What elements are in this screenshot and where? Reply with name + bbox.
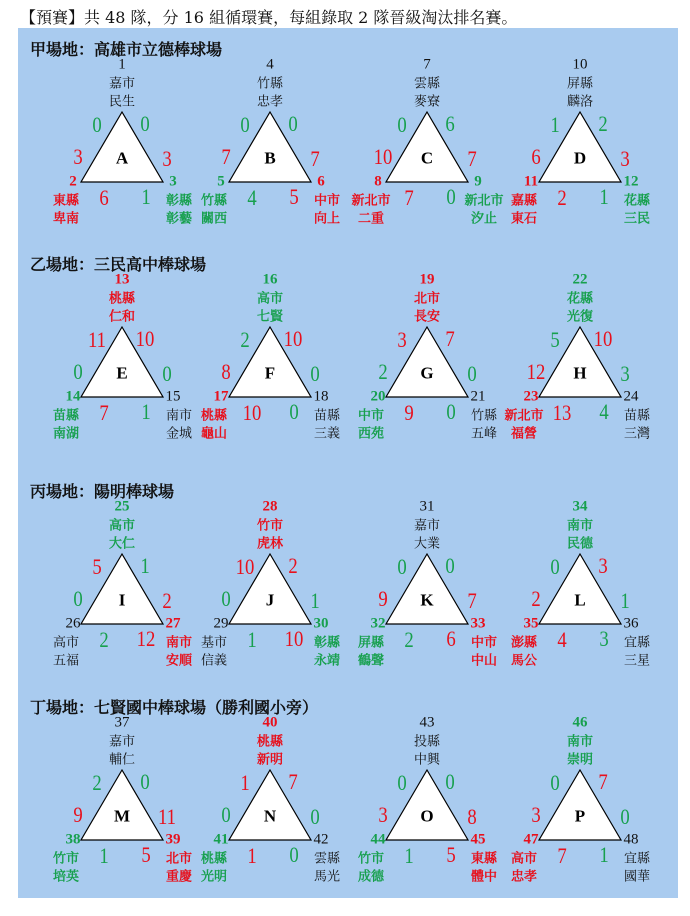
team-school: 國華 <box>623 869 651 885</box>
team-city: 南市 <box>165 635 193 651</box>
team-seed-number: 12 <box>623 173 639 190</box>
team-seed-number: 48 <box>623 831 639 848</box>
team-city: 宜縣 <box>623 851 651 867</box>
team-school: 永靖 <box>313 653 341 669</box>
score: 1 <box>141 399 151 424</box>
score: 2 <box>557 185 567 210</box>
score: 0 <box>289 842 299 867</box>
score: 7 <box>445 326 455 351</box>
team-city: 東縣 <box>470 851 498 867</box>
team-city: 桃縣 <box>108 291 136 307</box>
team-school: 輔仁 <box>108 752 136 768</box>
team-school: 安順 <box>165 653 193 669</box>
team-seed-number: 27 <box>165 615 181 632</box>
score: 3 <box>378 802 388 827</box>
team-school: 麥寮 <box>413 94 441 110</box>
team-seed-number: 26 <box>65 615 81 632</box>
team-city: 桃縣 <box>200 408 228 424</box>
group-letter: J <box>265 590 275 610</box>
score: 1 <box>599 184 609 209</box>
score: 13 <box>552 400 572 425</box>
team-city: 花縣 <box>623 193 651 209</box>
score: 7 <box>598 769 608 794</box>
team-city: 北市 <box>165 851 193 867</box>
team-seed-number: 7 <box>423 56 431 73</box>
page-header: 【預賽】共 48 隊，分 16 組循環賽，每組錄取 2 隊晉級淘汰排名賽。 <box>20 8 518 27</box>
score: 4 <box>557 627 567 652</box>
score: 5 <box>141 842 151 867</box>
team-seed-number: 3 <box>169 173 177 190</box>
team-seed-number: 47 <box>523 831 539 848</box>
score: 7 <box>404 185 414 210</box>
score: 1 <box>599 842 609 867</box>
team-city: 花縣 <box>566 291 594 307</box>
score: 3 <box>620 146 630 171</box>
score: 4 <box>247 185 257 210</box>
team-school: 鶴聲 <box>357 653 385 669</box>
score: 9 <box>73 802 83 827</box>
team-seed-number: 32 <box>370 615 386 632</box>
score: 3 <box>599 626 609 651</box>
team-seed-number: 20 <box>370 388 386 405</box>
group-letter: B <box>264 148 276 168</box>
score: 0 <box>397 554 407 579</box>
team-school: 金城 <box>165 426 193 442</box>
score: 0 <box>445 769 455 794</box>
score: 0 <box>288 111 298 136</box>
score: 7 <box>310 146 320 171</box>
team-school: 西苑 <box>357 426 385 442</box>
team-school: 龜山 <box>200 426 228 442</box>
team-city: 基市 <box>200 635 228 651</box>
score: 7 <box>288 769 298 794</box>
team-city: 雲縣 <box>313 851 341 867</box>
team-city: 新北市 <box>504 408 544 424</box>
team-school: 新明 <box>256 752 284 768</box>
score: 0 <box>73 586 83 611</box>
score: 4 <box>599 399 609 424</box>
score: 10 <box>284 626 304 651</box>
team-city: 嘉市 <box>413 518 441 534</box>
team-city: 嘉市 <box>108 76 136 92</box>
team-school: 卑南 <box>52 211 80 227</box>
score: 5 <box>289 184 299 209</box>
score: 10 <box>373 144 393 169</box>
score: 0 <box>240 112 250 137</box>
score: 5 <box>92 554 102 579</box>
score: 10 <box>283 326 303 351</box>
team-city: 彰縣 <box>313 635 341 651</box>
team-city: 高市 <box>256 291 284 307</box>
score: 10 <box>593 326 613 351</box>
team-city: 宜縣 <box>623 635 651 651</box>
team-seed-number: 44 <box>370 831 386 848</box>
team-school: 忠孝 <box>510 869 538 885</box>
score: 0 <box>446 399 456 424</box>
team-city: 中市 <box>357 408 385 424</box>
team-city: 新北市 <box>351 193 391 209</box>
team-school: 信義 <box>200 653 228 669</box>
team-seed-number: 14 <box>65 388 81 405</box>
score: 10 <box>242 400 262 425</box>
team-seed-number: 23 <box>523 388 539 405</box>
score: 0 <box>221 586 231 611</box>
team-school: 馬公 <box>510 653 538 669</box>
score: 1 <box>99 843 109 868</box>
team-city: 雲縣 <box>413 76 441 92</box>
venue-section <box>0 695 690 915</box>
team-school: 馬光 <box>313 869 341 885</box>
team-seed-number: 38 <box>65 831 81 848</box>
team-city: 竹市 <box>52 851 80 867</box>
score: 3 <box>73 144 83 169</box>
group-letter: C <box>420 148 434 168</box>
venue-section <box>0 252 690 472</box>
team-seed-number: 39 <box>165 831 181 848</box>
score: 1 <box>550 112 560 137</box>
team-city: 竹縣 <box>256 76 284 92</box>
score: 11 <box>157 804 177 829</box>
team-school: 光復 <box>566 309 594 325</box>
team-school: 重慶 <box>165 869 193 885</box>
team-city: 澎縣 <box>510 635 538 651</box>
score: 8 <box>221 359 231 384</box>
team-school: 三星 <box>623 653 651 669</box>
team-seed-number: 8 <box>374 173 382 190</box>
score: 5 <box>550 327 560 352</box>
score: 2 <box>162 588 172 613</box>
group-letter: E <box>116 363 128 383</box>
team-seed-number: 18 <box>313 388 329 405</box>
team-city: 南市 <box>566 734 594 750</box>
team-city: 北市 <box>413 291 441 307</box>
score: 1 <box>247 627 257 652</box>
team-seed-number: 15 <box>165 388 181 405</box>
score: 1 <box>140 553 150 578</box>
group-letter: O <box>420 806 434 826</box>
score: 0 <box>140 769 150 794</box>
team-city: 東縣 <box>52 193 80 209</box>
score: 3 <box>397 327 407 352</box>
group-letter: H <box>573 363 587 383</box>
team-city: 中市 <box>470 635 498 651</box>
team-city: 屏縣 <box>357 635 385 651</box>
score: 7 <box>99 400 109 425</box>
team-school: 關西 <box>200 211 228 227</box>
score: 0 <box>446 184 456 209</box>
team-seed-number: 4 <box>266 56 274 73</box>
team-school: 南湖 <box>52 426 80 442</box>
score: 7 <box>467 588 477 613</box>
team-seed-number: 40 <box>262 714 278 731</box>
team-school: 長安 <box>413 309 441 325</box>
score: 6 <box>446 626 456 651</box>
team-seed-number: 37 <box>114 714 130 731</box>
score: 2 <box>598 111 608 136</box>
team-seed-number: 43 <box>419 714 435 731</box>
team-city: 高市 <box>108 518 136 534</box>
group-letter: P <box>574 806 586 826</box>
score: 0 <box>221 802 231 827</box>
team-school: 三民 <box>623 211 651 227</box>
team-school: 仁和 <box>108 309 136 325</box>
team-city: 竹縣 <box>200 193 228 209</box>
score: 0 <box>445 553 455 578</box>
team-school: 五福 <box>52 653 80 669</box>
team-school: 七賢 <box>256 309 284 325</box>
team-school: 成德 <box>357 869 385 885</box>
score: 9 <box>378 586 388 611</box>
score: 2 <box>531 586 541 611</box>
score: 2 <box>99 627 109 652</box>
team-seed-number: 41 <box>213 831 229 848</box>
score: 0 <box>289 399 299 424</box>
team-school: 彰藝 <box>165 211 193 227</box>
team-seed-number: 28 <box>262 498 278 515</box>
score: 0 <box>397 770 407 795</box>
score: 6 <box>531 144 541 169</box>
team-seed-number: 6 <box>317 173 325 190</box>
score: 2 <box>404 627 414 652</box>
group-letter: L <box>574 590 586 610</box>
group-letter: M <box>113 806 131 826</box>
score: 0 <box>550 770 560 795</box>
team-seed-number: 21 <box>470 388 486 405</box>
team-school: 福營 <box>510 426 538 442</box>
team-school: 體中 <box>470 869 498 885</box>
team-seed-number: 17 <box>213 388 229 405</box>
team-seed-number: 35 <box>523 615 539 632</box>
team-city: 南市 <box>165 408 193 424</box>
team-school: 大仁 <box>108 536 136 552</box>
venue-title: 乙場地：三民高中棒球場 <box>30 255 207 274</box>
venue-section <box>0 479 690 699</box>
team-city: 屏縣 <box>566 76 594 92</box>
team-school: 民生 <box>108 94 136 110</box>
team-seed-number: 31 <box>419 498 435 515</box>
score: 11 <box>87 327 107 352</box>
team-city: 中市 <box>313 193 341 209</box>
group-letter: I <box>118 590 126 610</box>
team-seed-number: 2 <box>69 173 77 190</box>
team-school: 虎林 <box>256 536 284 552</box>
venue-title: 丙場地：陽明棒球場 <box>30 482 175 501</box>
score: 0 <box>73 359 83 384</box>
team-seed-number: 25 <box>114 498 130 515</box>
group-letter: A <box>115 148 129 168</box>
team-seed-number: 9 <box>474 173 482 190</box>
team-city: 嘉市 <box>108 734 136 750</box>
group-letter: D <box>573 148 587 168</box>
score: 1 <box>620 588 630 613</box>
score: 3 <box>598 553 608 578</box>
score: 0 <box>467 361 477 386</box>
team-seed-number: 33 <box>470 615 486 632</box>
score: 12 <box>136 626 156 651</box>
score: 1 <box>141 184 151 209</box>
score: 10 <box>235 554 255 579</box>
score: 5 <box>446 842 456 867</box>
team-seed-number: 11 <box>523 173 539 190</box>
score: 2 <box>288 553 298 578</box>
score: 0 <box>310 361 320 386</box>
team-seed-number: 13 <box>114 271 130 288</box>
team-school: 三義 <box>313 426 341 442</box>
team-school: 大業 <box>413 536 441 552</box>
score: 2 <box>378 359 388 384</box>
team-seed-number: 42 <box>313 831 329 848</box>
team-city: 竹縣 <box>470 408 498 424</box>
score: 1 <box>310 588 320 613</box>
score: 6 <box>445 111 455 136</box>
group-letter: K <box>420 590 434 610</box>
score: 0 <box>620 804 630 829</box>
team-city: 桃縣 <box>200 851 228 867</box>
score: 7 <box>557 843 567 868</box>
team-seed-number: 22 <box>572 271 588 288</box>
score: 1 <box>240 770 250 795</box>
score: 0 <box>550 554 560 579</box>
venue-section <box>0 37 690 257</box>
team-seed-number: 29 <box>213 615 229 632</box>
team-school: 向上 <box>313 211 341 227</box>
score: 12 <box>526 359 546 384</box>
score: 3 <box>162 146 172 171</box>
score: 0 <box>140 111 150 136</box>
team-city: 彰縣 <box>165 193 193 209</box>
score: 0 <box>162 361 172 386</box>
team-seed-number: 34 <box>572 498 588 515</box>
team-school: 培英 <box>52 869 80 885</box>
team-city: 高市 <box>52 635 80 651</box>
score: 3 <box>531 802 541 827</box>
team-school: 崇明 <box>566 752 594 768</box>
team-seed-number: 5 <box>217 173 225 190</box>
group-letter: N <box>263 806 277 826</box>
team-seed-number: 36 <box>623 615 639 632</box>
team-seed-number: 45 <box>470 831 486 848</box>
team-seed-number: 19 <box>419 271 435 288</box>
team-seed-number: 16 <box>262 271 278 288</box>
team-city: 嘉縣 <box>510 193 538 209</box>
team-seed-number: 1 <box>118 56 126 73</box>
team-seed-number: 30 <box>313 615 329 632</box>
team-city: 竹市 <box>357 851 385 867</box>
team-seed-number: 46 <box>572 714 588 731</box>
team-city: 苗縣 <box>313 408 341 424</box>
team-school: 東石 <box>510 211 538 227</box>
team-school: 民德 <box>566 536 594 552</box>
team-city: 竹市 <box>256 518 284 534</box>
score: 8 <box>467 804 477 829</box>
team-school: 汐止 <box>470 211 498 227</box>
team-school: 二重 <box>357 211 385 227</box>
score: 1 <box>404 843 414 868</box>
score: 3 <box>620 361 630 386</box>
score: 2 <box>92 770 102 795</box>
score: 9 <box>404 400 414 425</box>
score: 7 <box>221 144 231 169</box>
score: 0 <box>92 112 102 137</box>
team-school: 忠孝 <box>256 94 284 110</box>
team-school: 五峰 <box>470 426 498 442</box>
team-city: 南市 <box>566 518 594 534</box>
group-letter: G <box>420 363 434 383</box>
team-seed-number: 10 <box>572 56 588 73</box>
team-school: 三灣 <box>623 426 651 442</box>
team-seed-number: 24 <box>623 388 639 405</box>
score: 6 <box>99 185 109 210</box>
venue-title: 甲場地：高雄市立德棒球場 <box>30 40 223 59</box>
team-city: 桃縣 <box>256 734 284 750</box>
score: 1 <box>247 843 257 868</box>
team-city: 苗縣 <box>52 408 80 424</box>
score: 10 <box>135 326 155 351</box>
score: 2 <box>240 327 250 352</box>
team-city: 新北市 <box>464 193 504 209</box>
team-city: 苗縣 <box>623 408 651 424</box>
score: 0 <box>310 804 320 829</box>
team-city: 高市 <box>510 851 538 867</box>
team-school: 中興 <box>413 752 441 768</box>
team-city: 投縣 <box>413 734 441 750</box>
score: 7 <box>467 146 477 171</box>
team-school: 光明 <box>200 869 228 885</box>
team-school: 中山 <box>470 653 498 669</box>
team-school: 麟洛 <box>566 94 594 110</box>
group-letter: F <box>264 363 276 383</box>
venue-title: 丁場地：七賢國中棒球場（勝利國小旁） <box>30 698 319 717</box>
score: 0 <box>397 112 407 137</box>
